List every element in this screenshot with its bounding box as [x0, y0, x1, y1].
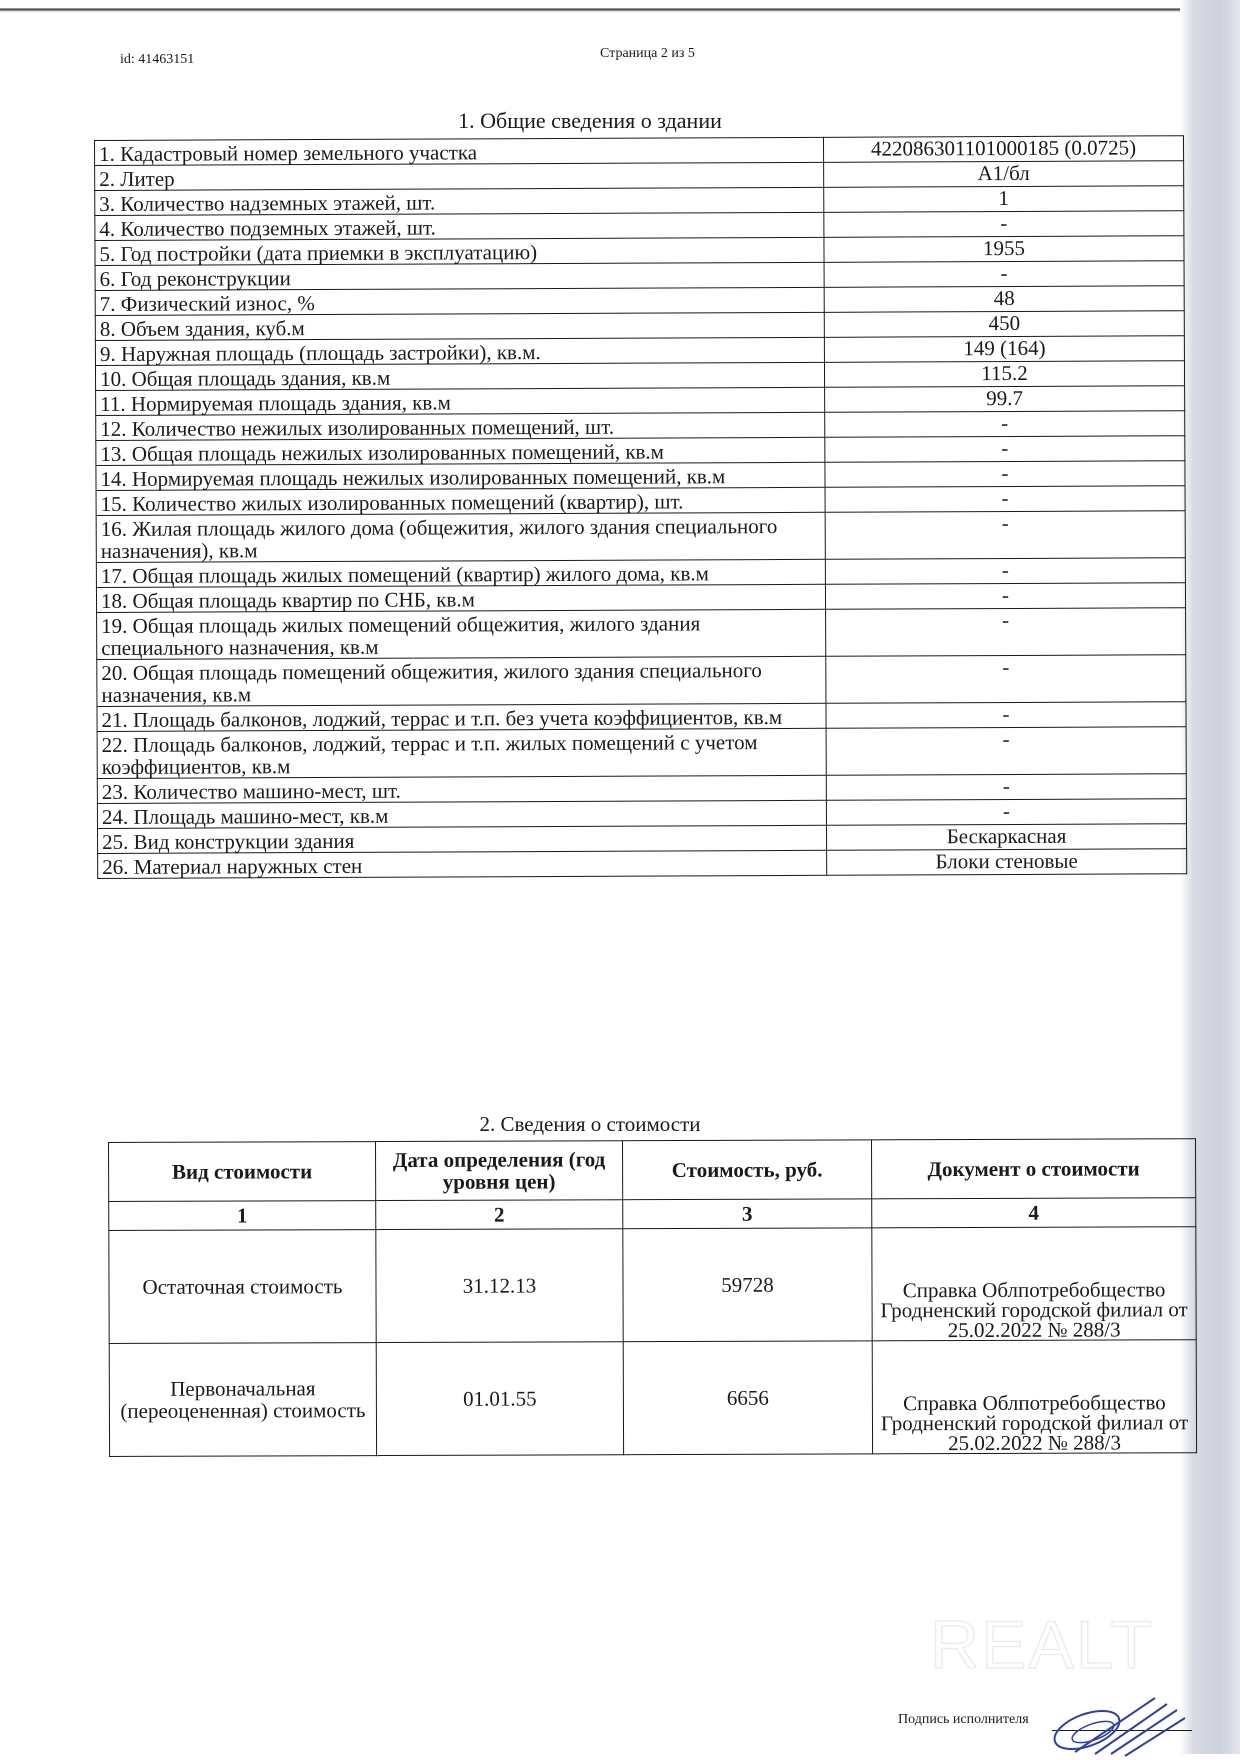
column-number: 3	[623, 1199, 872, 1229]
column-header: Дата определения (год уровня цен)	[376, 1141, 623, 1201]
info-label: 18. Общая площадь квартир по СНБ, кв.м	[96, 584, 825, 612]
info-label: 25. Вид конструкции здания	[98, 825, 827, 853]
info-value: 422086301101000185 (0.0725)	[823, 136, 1183, 163]
info-label: 13. Общая площадь нежилых изолированных помещений, кв.м	[96, 437, 825, 465]
info-value: -	[826, 774, 1186, 801]
column-number: 1	[109, 1201, 376, 1231]
column-header: Вид стоимости	[109, 1142, 376, 1202]
info-value: -	[824, 261, 1184, 288]
signature-icon	[1045, 1690, 1195, 1760]
info-row	[97, 655, 1186, 707]
info-label: 17. Общая площадь жилых помещений (квартир) жилого дома, кв.м	[96, 559, 825, 587]
info-value: -	[825, 411, 1185, 438]
info-value: -	[824, 211, 1184, 238]
info-label: 7. Физический износ, %	[95, 287, 824, 315]
info-value: 48	[824, 286, 1184, 313]
info-value: -	[826, 799, 1186, 826]
cost-row	[109, 1227, 1196, 1344]
signature-label: Подпись исполнителя	[898, 1712, 1029, 1727]
info-label: 5. Год постройки (дата приемки в эксплуатацию)	[95, 237, 824, 265]
info-value: 99.7	[825, 386, 1185, 413]
cost-value: 6656	[623, 1341, 872, 1455]
page-number: Страница 2 из 5	[600, 46, 695, 61]
info-value: 149 (164)	[824, 336, 1184, 363]
info-value: -	[826, 608, 1186, 657]
column-header: Документ о стоимости	[871, 1139, 1195, 1199]
info-value: -	[825, 436, 1185, 463]
info-value: -	[825, 558, 1185, 585]
cost-info-table	[108, 1138, 1197, 1457]
info-label: 14. Нормируемая площадь нежилых изолированных помещений, кв.м	[96, 462, 825, 490]
info-row	[96, 511, 1185, 563]
cost-document: Справка Облпотребобщество Гродненский городской филиал от 25.02.2022 № 288/3	[872, 1340, 1196, 1454]
document-id: id: 41463151	[120, 52, 195, 67]
info-row	[97, 727, 1186, 779]
info-label: 26. Материал наружных стен	[98, 850, 827, 878]
cost-row	[109, 1340, 1196, 1457]
cost-table-number-row	[109, 1198, 1196, 1231]
info-value: 450	[824, 311, 1184, 338]
info-value: -	[825, 583, 1185, 610]
scan-right-edge	[1180, 0, 1240, 1754]
info-label: 6. Год реконструкции	[95, 262, 824, 290]
column-number: 4	[872, 1198, 1196, 1228]
cost-type: Остаточная стоимость	[109, 1230, 376, 1344]
info-value: -	[825, 486, 1185, 513]
info-value: 115.2	[824, 361, 1184, 388]
info-label: 22. Площадь балконов, лоджий, террас и т.п. жилых помещений с учетом коэффициентов, кв.м	[97, 728, 826, 778]
info-value: -	[825, 511, 1185, 560]
section-1-title: 1. Общие сведения о здании	[458, 108, 722, 133]
info-value: А1/бл	[824, 161, 1184, 188]
info-value: Блоки стеновые	[827, 849, 1187, 876]
cost-document: Справка Облпотребобщество Гродненский городской филиал от 25.02.2022 № 288/3	[872, 1227, 1196, 1341]
scan-top-edge	[0, 0, 1240, 14]
info-label: 21. Площадь балконов, лоджий, террас и т.п. без учета коэффициентов, кв.м	[97, 703, 826, 731]
info-label: 19. Общая площадь жилых помещений общежития, жилого здания специального назначения, кв.м	[97, 609, 826, 659]
column-header: Стоимость, руб.	[622, 1140, 871, 1200]
cost-date: 01.01.55	[376, 1342, 623, 1456]
info-label: 16. Жилая площадь жилого дома (общежития, жилого здания специального назначения), кв.м	[96, 512, 825, 562]
cost-table-header-row	[109, 1139, 1196, 1202]
info-value: 1955	[824, 236, 1184, 263]
info-value: 1	[824, 186, 1184, 213]
info-value: -	[825, 461, 1185, 488]
info-value: Бескаркасная	[826, 824, 1186, 851]
info-value: -	[826, 655, 1186, 704]
info-label: 15. Количество жилых изолированных помещений (квартир), шт.	[96, 487, 825, 515]
watermark-logo: REALT	[930, 1607, 1155, 1683]
cost-value: 59728	[623, 1228, 872, 1342]
info-label: 9. Наружная площадь (площадь застройки), кв.м.	[95, 337, 824, 365]
info-label: 8. Объем здания, куб.м	[95, 312, 824, 340]
section-2-title: 2. Сведения о стоимости	[479, 1112, 701, 1136]
column-number: 2	[376, 1200, 623, 1230]
info-label: 10. Общая площадь здания, кв.м	[95, 362, 824, 390]
info-label: 11. Нормируемая площадь здания, кв.м	[96, 387, 825, 415]
info-label: 20. Общая площадь помещений общежития, жилого здания специального назначения, кв.м	[97, 656, 826, 706]
info-row	[97, 608, 1186, 660]
info-label: 23. Количество машино-мест, шт.	[97, 775, 826, 803]
info-label: 24. Площадь машино-мест, кв.м	[97, 800, 826, 828]
cost-type: Первоначальная (переоцененная) стоимость	[109, 1343, 376, 1457]
info-label: 12. Количество нежилых изолированных помещений, шт.	[96, 412, 825, 440]
info-label: 1. Кадастровый номер земельного участка	[95, 137, 824, 165]
info-value: -	[826, 702, 1186, 729]
cost-date: 31.12.13	[376, 1229, 623, 1343]
info-label: 3. Количество надземных этажей, шт.	[95, 187, 824, 215]
info-value: -	[826, 727, 1186, 776]
building-info-table	[94, 135, 1187, 879]
info-label: 2. Литер	[95, 162, 824, 190]
info-label: 4. Количество подземных этажей, шт.	[95, 212, 824, 240]
